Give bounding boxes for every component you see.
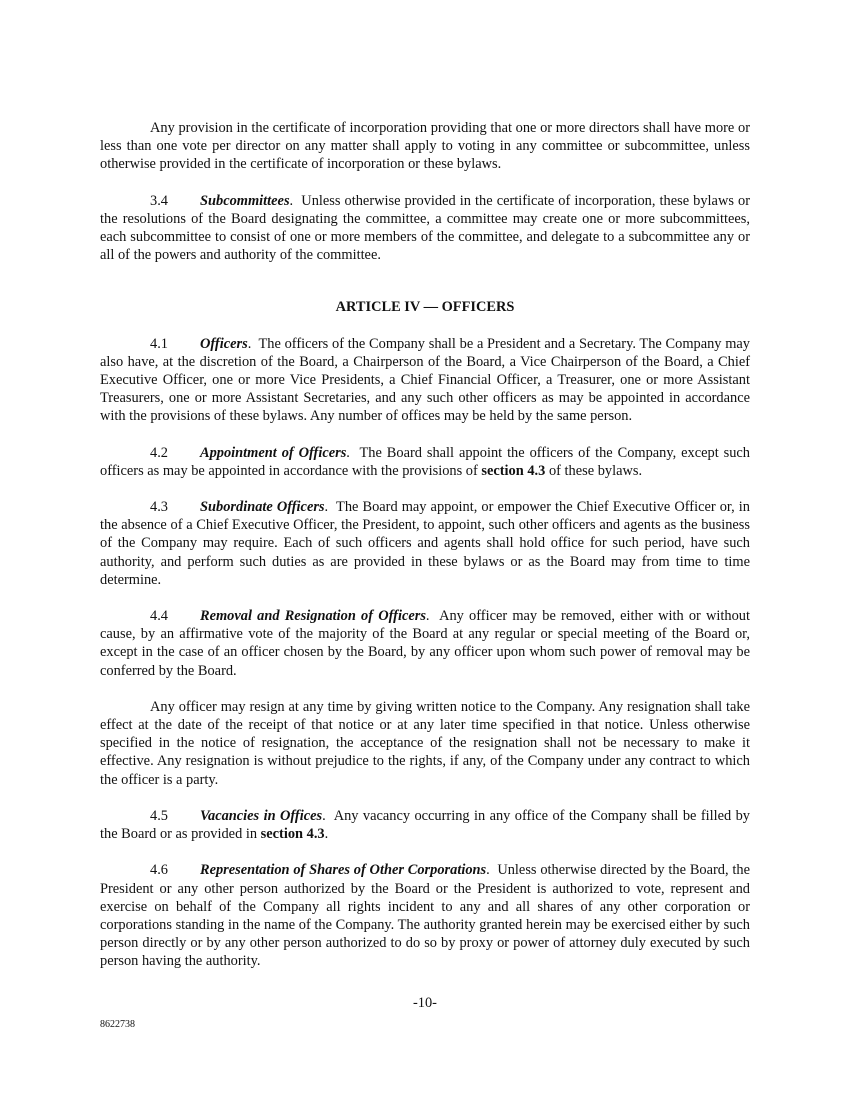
section-number: 4.3 bbox=[150, 499, 168, 516]
section-4-5: 4.5 Vacancies in Offices. Any vacancy occurring in any office of the Company shall be filled by the Board or as provided in section 4.3. bbox=[100, 807, 750, 843]
section-4-3: 4.3 Subordinate Officers. The Board may appoint, or empower the Chief Executive Officer or, in the absence of a Chief Executive Officer, the President, to appoint, such other officers and agents as the business of the Company may require. Each of such officers and agents shall hold office for such period, have such authority, and perform such duties as are provided in these bylaws or as the Board may from time to time determine. bbox=[100, 499, 750, 588]
section-number: 4.1 bbox=[150, 335, 168, 352]
paragraph-committee-voting: Any provision in the certificate of incorporation providing that one or more directors shall have more or less than one vote per director on any matter shall apply to voting in any committee or subcommittee, unless otherwise provided in the certificate of incorporation or these bylaws. bbox=[100, 120, 750, 173]
section-number: 4.5 bbox=[150, 807, 168, 824]
section-number: 4.4 bbox=[150, 608, 168, 625]
section-title: Vacancies in Offices bbox=[200, 807, 323, 824]
section-4-2: 4.2 Appointment of Officers. The Board shall appoint the officers of the Company, except such officers as may be appointed in accordance with the provisions of section 4.3 of these bylaws. bbox=[100, 444, 750, 479]
section-reference: section 4.3 bbox=[260, 826, 325, 843]
page-number: -10- bbox=[413, 995, 437, 1011]
section-text-end: of these bylaws. bbox=[548, 462, 643, 479]
section-number: 3.4 bbox=[150, 192, 168, 209]
section-4-6: 4.6 Representation of Shares of Other Corporations. Unless otherwise directed by the Board, the President or any other person authorized by the Board or the President is authorized to vote, represent and exercise on behalf of the Company all rights incident to any and all shares of any other corporation or corporations standing in the name of the Company. The authority granted herein may be exercised either by such person directly or by any other person authorized to do so by proxy or power of attorney duly executed by such person having the authority. bbox=[100, 862, 750, 970]
section-title: Removal and Resignation of Officers bbox=[200, 608, 426, 625]
document-body bbox=[100, 119, 750, 971]
section-text: Unless otherwise directed by the Board, the President or any other person authorized by the Board or the President is authorized to vote, represent and exercise on behalf of the Company all rights incident to any and all shares of any other corporation or corporations standing in the name of the Company. The authority granted herein may be exercised either by such person directly or by any other person authorized to do so by proxy or power of attorney duly executed by such person having the authority. bbox=[100, 862, 750, 970]
section-4-1: 4.1 Officers. The officers of the Company shall be a President and a Secretary. The Company may also have, at the discretion of the Board, a Chairperson of the Board, a Vice Chairperson of the Board, a Chief Executive Officer, one or more Vice Presidents, a Chief Financial Officer, a Treasurer, one or more Assistant Treasurers, one or more Assistant Secretaries, and any such other officers as may be appointed in accordance with the provisions of these bylaws. Any number of offices may be held by the same person. bbox=[100, 335, 750, 425]
section-reference: section 4.3 bbox=[481, 462, 546, 479]
article-heading: ARTICLE IV — OFFICERS bbox=[335, 299, 515, 316]
section-number: 4.2 bbox=[150, 444, 168, 461]
section-3-4: 3.4 Subcommittees. Unless otherwise provided in the certificate of incorporation, these bylaws or the resolutions of the Board designating the committee, a committee may create one or more subcommittees, each subcommittee to consist of one or more members of the committee, and delegate to a subcommittee any or all of the powers and authority of the committee. bbox=[100, 192, 750, 264]
section-4-4: 4.4 Removal and Resignation of Officers. Any officer may be removed, either with or without cause, by an affirmative vote of the majority of the Board at any regular or special meeting of the Board or, except in the case of an officer chosen by the Board, by any officer upon whom such power of removal may be conferred by the Board. bbox=[100, 608, 750, 679]
section-title: Subcommittees bbox=[200, 192, 290, 209]
section-number: 4.6 bbox=[150, 862, 168, 879]
section-title: Appointment of Officers bbox=[200, 444, 347, 461]
document-id: 8622738 bbox=[100, 1019, 135, 1030]
section-text: Any officer may be removed, either with or without cause, by an affirmative vote of the majority of the Board at any regular or special meeting of the Board or, except in the case of an officer chosen by the Board, by any officer upon whom such power of removal may be conferred by the Board. bbox=[100, 608, 750, 679]
section-text: The Board may appoint, or empower the Chief Executive Officer or, in the absence of a Chief Executive Officer, the President, to appoint, such other officers and agents as the business of the Company may require. Each of such officers and agents shall hold office for such period, have such authority, and perform such duties as are provided in these bylaws or as the Board may from time to time determine. bbox=[100, 499, 750, 588]
section-text: Unless otherwise provided in the certificate of incorporation, these bylaws or the resolutions of the Board designating the committee, a committee may create one or more subcommittees, each subcommittee to consist of one or more members of the committee, and delegate to a subcommittee any or all of the powers and authority of the committee. bbox=[100, 192, 750, 264]
section-text: Any vacancy occurring in any office of the Company shall be filled by the Board or as provided in bbox=[100, 807, 750, 843]
section-text: The officers of the Company shall be a President and a Secretary. The Company may also have, at the discretion of the Board, a Chairperson of the Board, a Vice Chairperson of the Board, a Chief Executive Officer, one or more Vice Presidents, a Chief Financial Officer, a Treasurer, one or more Assistant Treasurers, one or more Assistant Secretaries, and any such other officers as may be appointed in accordance with the provisions of these bylaws. Any number of offices may be held by the same person. bbox=[100, 335, 750, 425]
section-title: Representation of Shares of Other Corporations bbox=[200, 862, 487, 879]
paragraph-resignation: Any officer may resign at any time by giving written notice to the Company. Any resignation shall take effect at the date of the receipt of that notice or at any later time specified in that notice. Unless otherwise specified in the notice of resignation, the acceptance of the resignation shall not be necessary to make it effective. Any resignation is without prejudice to the rights, if any, of the Company under any contract to which the officer is a party. bbox=[100, 698, 750, 788]
section-text-end: . bbox=[324, 826, 329, 843]
section-text: The Board shall appoint the officers of the Company, except such officers as may be appointed in accordance with the provisions of bbox=[100, 444, 750, 479]
section-title: Officers bbox=[200, 335, 248, 352]
section-title: Subordinate Officers bbox=[200, 499, 325, 516]
